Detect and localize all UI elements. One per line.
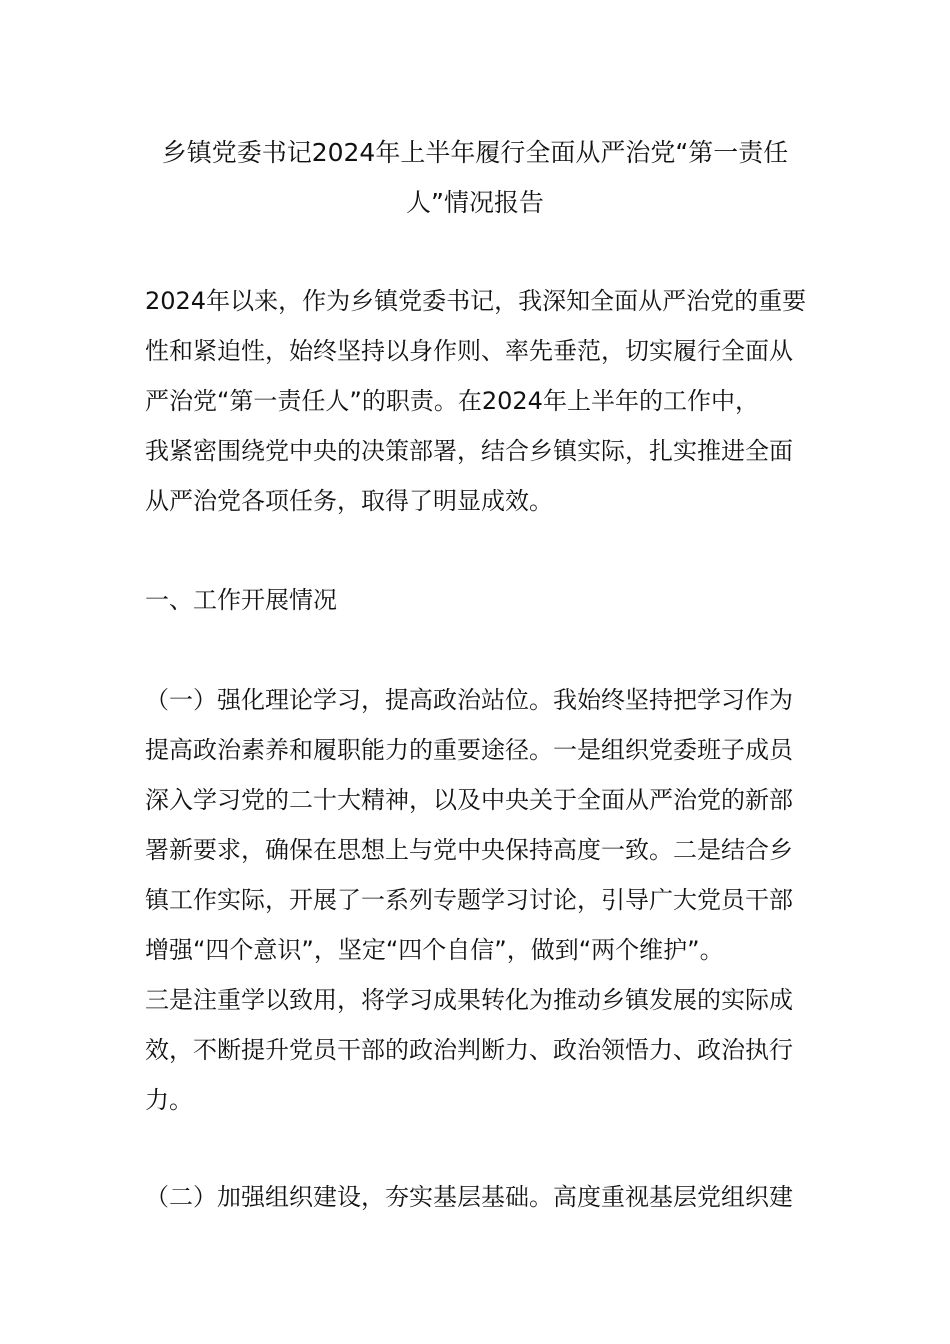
paragraph-line: 镇工作实际，开展了一系列专题学习讨论，引导广大党员干部	[145, 886, 793, 914]
intro-paragraph	[145, 276, 810, 526]
paragraph-line: 增强“四个意识”，坚定“四个自信”，做到“两个维护”。	[145, 936, 724, 964]
paragraph-line: 从严治党各项任务，取得了明显成效。	[145, 487, 553, 515]
paragraph-line: 提高政治素养和履职能力的重要途径。一是组织党委班子成员	[145, 736, 793, 764]
paragraph-line: 2024年以来，作为乡镇党委书记，我深知全面从严治党的重要	[145, 287, 807, 315]
paragraph-line: 力。	[145, 1086, 193, 1114]
paragraph-line: 三是注重学以致用，将学习成果转化为推动乡镇发展的实际成	[145, 986, 793, 1014]
section-heading	[145, 575, 810, 625]
section-1-paragraph	[145, 675, 810, 1125]
paragraph-line: 署新要求，确保在思想上与党中央保持高度一致。二是结合乡	[145, 836, 793, 864]
paragraph-line: 严治党“第一责任人”的职责。在2024年上半年的工作中，	[145, 387, 759, 415]
paragraph-line: 我紧密围绕党中央的决策部署，结合乡镇实际，扎实推进全面	[145, 437, 793, 465]
paragraph-line: （一）强化理论学习，提高政治站位。我始终坚持把学习作为	[145, 686, 793, 714]
section-2-paragraph	[145, 1172, 810, 1222]
document-title	[140, 128, 810, 228]
title-line: 乡镇党委书记2024年上半年履行全面从严治党“第一责任	[161, 138, 789, 167]
title-line: 人”情况报告	[406, 188, 544, 217]
heading-text: 一、工作开展情况	[145, 586, 337, 614]
paragraph-line: 深入学习党的二十大精神，以及中央关于全面从严治党的新部	[145, 786, 793, 814]
paragraph-line: （二）加强组织建设，夯实基层基础。高度重视基层党组织建	[145, 1183, 793, 1211]
paragraph-line: 性和紧迫性，始终坚持以身作则、率先垂范，切实履行全面从	[145, 337, 793, 365]
paragraph-line: 效，不断提升党员干部的政治判断力、政治领悟力、政治执行	[145, 1036, 793, 1064]
